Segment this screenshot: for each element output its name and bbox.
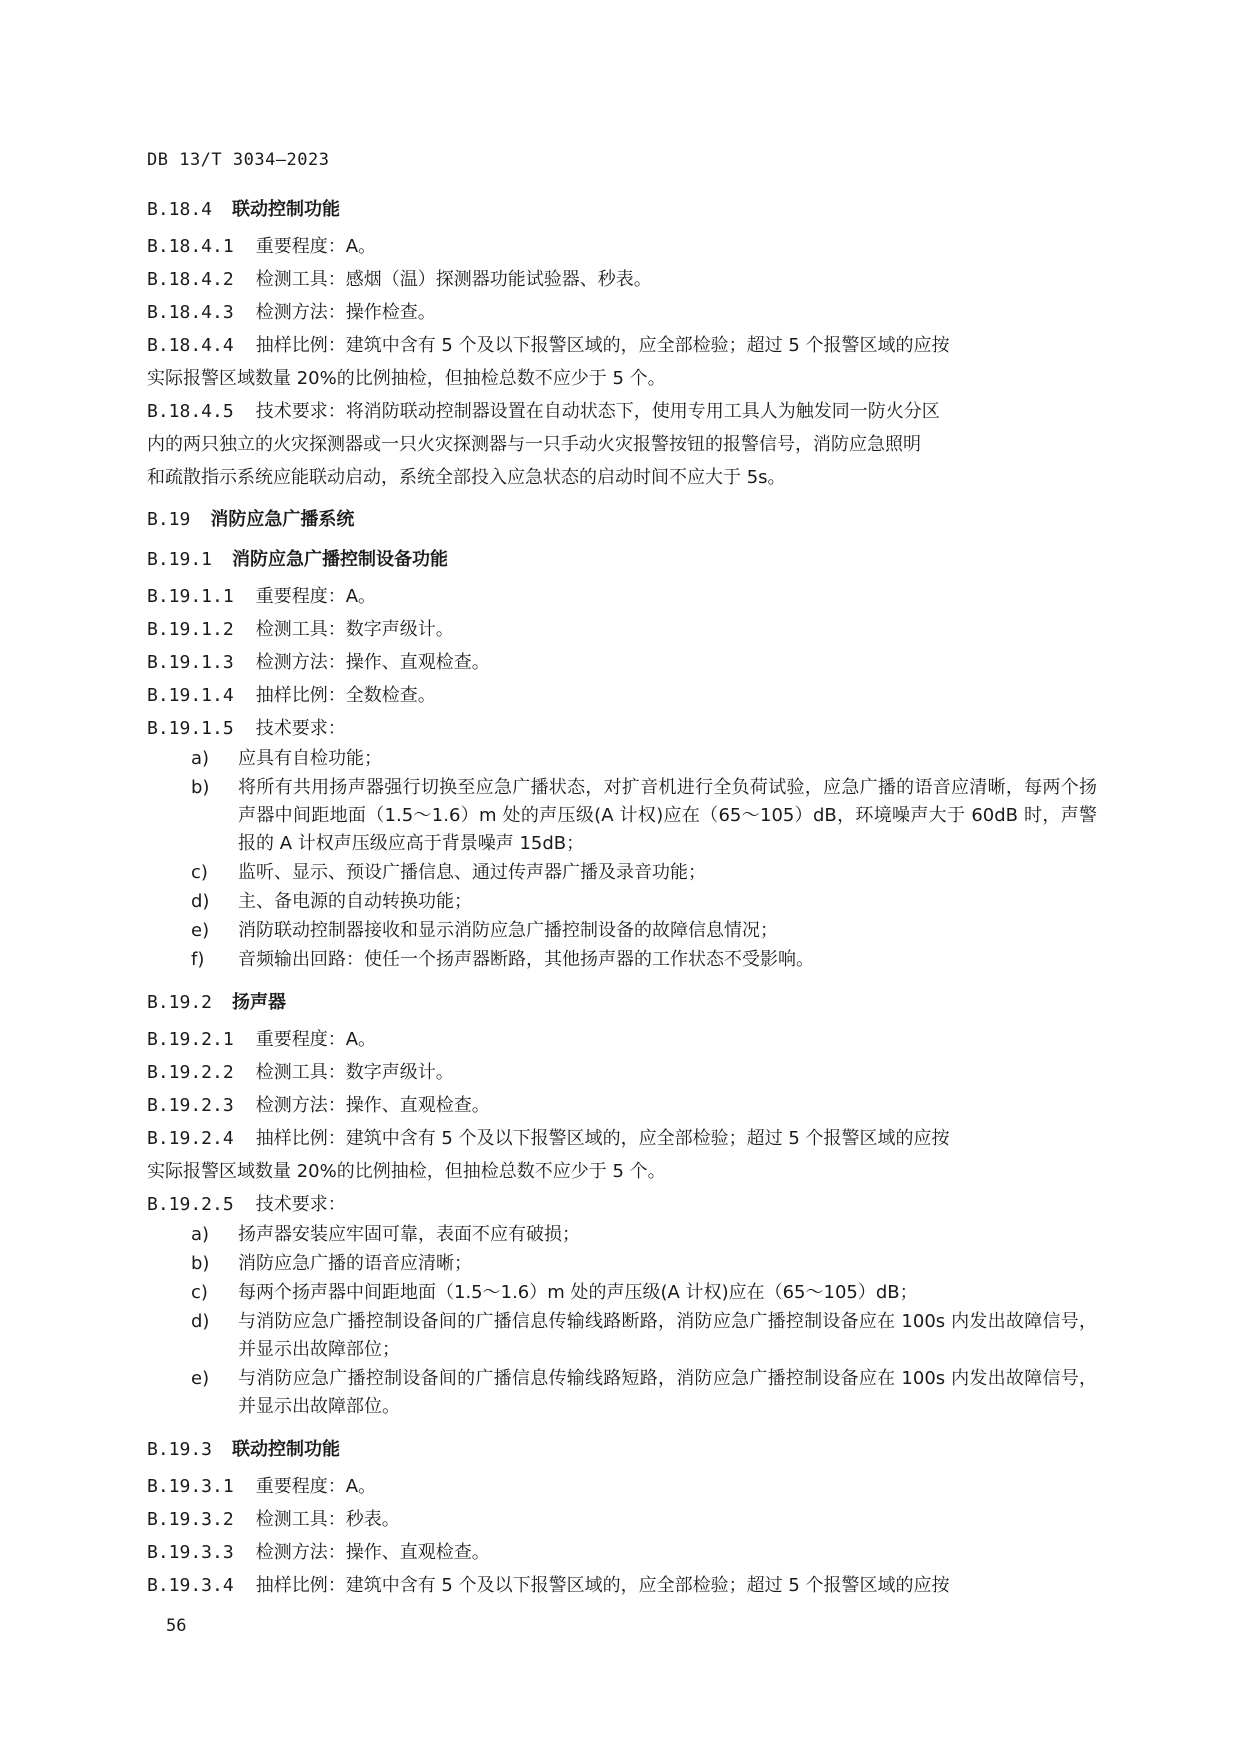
- list-item-text: 扬声器安装应牢固可靠，表面不应有破损；: [238, 1224, 580, 1245]
- clause-number: B.18.4.5: [147, 401, 234, 422]
- clause-text: 抽样比例：全数检查。: [255, 685, 436, 706]
- page-number: 56: [166, 1616, 187, 1636]
- clause-number: B.18.4.3: [147, 302, 234, 323]
- list-marker: c): [191, 1282, 208, 1303]
- section-heading-b19-3: [147, 1430, 1097, 1470]
- clause-b19-3-4: [147, 1569, 1097, 1602]
- clause-text: 重要程度：A。: [255, 1029, 377, 1050]
- list-marker: c): [191, 862, 208, 883]
- clause-text: 检测工具：感烟（温）探测器功能试验器、秒表。: [255, 269, 652, 290]
- clause-b18-4-2: [147, 263, 1097, 296]
- clause-b19-3-1: [147, 1470, 1097, 1503]
- list-marker: d): [191, 1311, 210, 1332]
- clause-number: B.19.3.4: [147, 1575, 234, 1596]
- list-item-text: 主、备电源的自动转换功能；: [238, 891, 472, 912]
- list-item: [147, 1250, 1097, 1278]
- clause-b19-2-3: [147, 1089, 1097, 1122]
- clause-number: B.19.3.2: [147, 1509, 234, 1530]
- clause-b18-4-5: [147, 395, 1097, 428]
- clause-text: 检测工具：秒表。: [255, 1509, 400, 1530]
- list-marker: b): [191, 777, 210, 798]
- clause-number: B.19.2.5: [147, 1194, 234, 1215]
- list-item-text: 将所有共用扬声器强行切换至应急广播状态，对扩音机进行全负荷试验，应急广播的语音应清晰，每两个扬声器中间距地面（1.5～1.6）m 处的声压级(A 计权)应在（65～105）dB，环境噪声大于 60dB 时，声警报的 A 计权声压级应高于背景噪声 15dB；: [238, 777, 1097, 854]
- list-item-text: 监听、显示、预设广播信息、通过传声器广播及录音功能；: [238, 862, 706, 883]
- clause-b19-2-5: [147, 1188, 1097, 1221]
- section-number: B.19.1: [147, 549, 213, 570]
- list-item-text: 消防联动控制器接收和显示消防应急广播控制设备的故障信息情况；: [238, 920, 778, 941]
- section-title: 联动控制功能: [232, 199, 341, 220]
- list-item: [147, 745, 1097, 773]
- section-heading-b18-4: [147, 190, 1097, 230]
- section-number: B.19: [147, 509, 191, 530]
- requirements-list-b19-1-5: [147, 745, 1097, 974]
- clause-text: 重要程度：A。: [255, 1476, 377, 1497]
- list-item: [147, 1221, 1097, 1249]
- clause-text: 检测工具：数字声级计。: [255, 619, 454, 640]
- list-item-text: 与消防应急广播控制设备间的广播信息传输线路断路，消防应急广播控制设备应在 100s 内发出故障信号，并显示出故障部位；: [238, 1311, 1097, 1360]
- clause-number: B.19.2.1: [147, 1029, 234, 1050]
- clause-b19-3-2: [147, 1503, 1097, 1536]
- clause-b18-4-4: [147, 329, 1097, 362]
- section-title: 联动控制功能: [232, 1439, 341, 1460]
- clause-number: B.19.1.3: [147, 652, 234, 673]
- clause-number: B.19.2.2: [147, 1062, 234, 1083]
- clause-b19-1-4: [147, 679, 1097, 712]
- clause-text: 重要程度：A。: [255, 236, 377, 257]
- clause-number: B.19.3.3: [147, 1542, 234, 1563]
- clause-b18-4-1: [147, 230, 1097, 263]
- list-item: [147, 917, 1097, 945]
- list-item: [147, 859, 1097, 887]
- clause-text: 检测方法：操作检查。: [255, 302, 436, 323]
- clause-b19-1-3: [147, 646, 1097, 679]
- clause-b19-2-4: [147, 1122, 1097, 1155]
- section-number: B.19.2: [147, 992, 213, 1013]
- list-item-text: 应具有自检功能；: [238, 748, 382, 769]
- section-title: 扬声器: [232, 992, 287, 1013]
- section-title: 消防应急广播系统: [210, 509, 355, 530]
- list-item-text: 每两个扬声器中间距地面（1.5～1.6）m 处的声压级(A 计权)应在（65～105）dB；: [238, 1282, 918, 1303]
- clause-text: 检测方法：操作、直观检查。: [255, 652, 490, 673]
- section-number: B.18.4: [147, 199, 213, 220]
- document-body: [147, 190, 1097, 1602]
- clause-b19-2-2: [147, 1056, 1097, 1089]
- clause-b18-4-5-cont1: 内的两只独立的火灾探测器或一只火灾探测器与一只手动火灾报警按钮的报警信号，消防应急照明: [147, 434, 921, 455]
- clause-b18-4-5-cont2: 和疏散指示系统应能联动启动，系统全部投入应急状态的启动时间不应大于 5s。: [147, 467, 786, 488]
- clause-b19-1-5: [147, 712, 1097, 745]
- clause-number: B.18.4.2: [147, 269, 234, 290]
- section-heading-b19: [147, 500, 1097, 540]
- clause-number: B.19.3.1: [147, 1476, 234, 1497]
- clause-number: B.19.1.1: [147, 586, 234, 607]
- clause-text: 检测方法：操作、直观检查。: [255, 1095, 490, 1116]
- clause-text: 检测方法：操作、直观检查。: [255, 1542, 490, 1563]
- clause-number: B.19.1.2: [147, 619, 234, 640]
- list-item: [147, 1279, 1097, 1307]
- list-marker: b): [191, 1253, 210, 1274]
- clause-number: B.19.2.3: [147, 1095, 234, 1116]
- list-item: [147, 946, 1097, 974]
- list-item-text: 与消防应急广播控制设备间的广播信息传输线路短路，消防应急广播控制设备应在 100s 内发出故障信号，并显示出故障部位。: [238, 1368, 1097, 1417]
- list-item: [147, 888, 1097, 916]
- clause-b19-2-4-cont: 实际报警区域数量 20%的比例抽检，但抽检总数不应少于 5 个。: [147, 1161, 666, 1182]
- list-marker: a): [191, 748, 210, 769]
- clause-text: 重要程度：A。: [255, 586, 377, 607]
- list-marker: e): [191, 920, 210, 941]
- clause-text: 技术要求：: [255, 1194, 346, 1215]
- list-marker: f): [191, 949, 205, 970]
- section-heading-b19-1: [147, 540, 1097, 580]
- clause-text: 抽样比例：建筑中含有 5 个及以下报警区域的，应全部检验；超过 5 个报警区域的应按: [255, 1575, 950, 1596]
- clause-text: 检测工具：数字声级计。: [255, 1062, 454, 1083]
- clause-text: 抽样比例：建筑中含有 5 个及以下报警区域的，应全部检验；超过 5 个报警区域的应按: [255, 1128, 950, 1149]
- list-item: [147, 774, 1097, 858]
- requirements-list-b19-2-5: [147, 1221, 1097, 1421]
- clause-text: 抽样比例：建筑中含有 5 个及以下报警区域的，应全部检验；超过 5 个报警区域的应按: [255, 335, 950, 356]
- clause-b18-4-3: [147, 296, 1097, 329]
- clause-b18-4-4-cont: 实际报警区域数量 20%的比例抽检，但抽检总数不应少于 5 个。: [147, 368, 666, 389]
- list-marker: a): [191, 1224, 210, 1245]
- document-header: DB 13/T 3034—2023: [147, 150, 330, 170]
- list-item-text: 消防应急广播的语音应清晰；: [238, 1253, 472, 1274]
- section-title: 消防应急广播控制设备功能: [232, 549, 449, 570]
- clause-text: 技术要求：将消防联动控制器设置在自动状态下，使用专用工具人为触发同一防火分区: [255, 401, 940, 422]
- clause-number: B.19.1.5: [147, 718, 234, 739]
- clause-text: 技术要求：: [255, 718, 346, 739]
- clause-b19-2-1: [147, 1023, 1097, 1056]
- clause-b19-1-2: [147, 613, 1097, 646]
- list-item: [147, 1365, 1097, 1421]
- clause-number: B.18.4.4: [147, 335, 234, 356]
- section-number: B.19.3: [147, 1439, 213, 1460]
- clause-number: B.19.1.4: [147, 685, 234, 706]
- list-item: [147, 1308, 1097, 1364]
- clause-number: B.19.2.4: [147, 1128, 234, 1149]
- clause-b19-1-1: [147, 580, 1097, 613]
- clause-b19-3-3: [147, 1536, 1097, 1569]
- section-heading-b19-2: [147, 983, 1097, 1023]
- list-marker: e): [191, 1368, 210, 1389]
- list-marker: d): [191, 891, 210, 912]
- list-item-text: 音频输出回路：使任一个扬声器断路，其他扬声器的工作状态不受影响。: [238, 949, 814, 970]
- clause-number: B.18.4.1: [147, 236, 234, 257]
